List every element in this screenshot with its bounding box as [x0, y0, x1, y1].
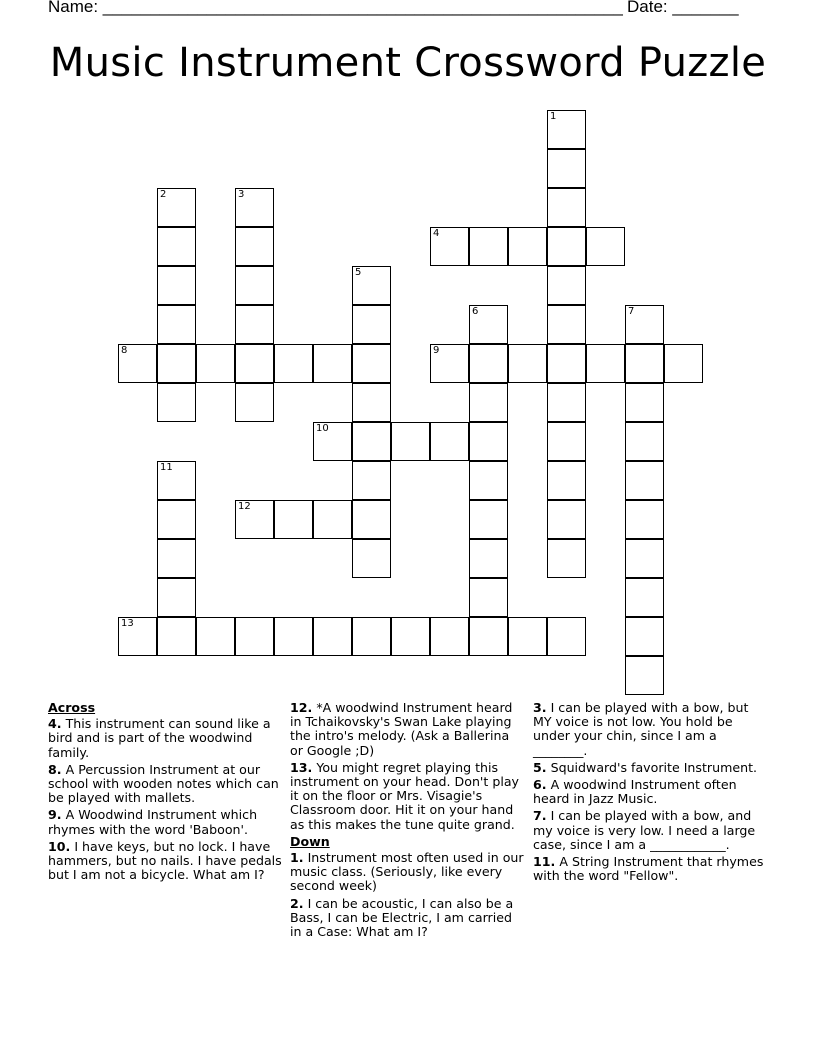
clue-number: 13 [121, 618, 134, 629]
grid-cell[interactable] [352, 266, 391, 305]
grid-cell[interactable] [313, 500, 352, 539]
grid-cell[interactable] [235, 227, 274, 266]
grid-cell[interactable] [430, 617, 469, 656]
grid-cell[interactable] [235, 266, 274, 305]
page-title: Music Instrument Crossword Puzzle [49, 40, 767, 86]
clues-column-3 [533, 701, 765, 886]
clue-across-13: 13. You might regret playing this instrument on your head. Don't play it on the floor or Mrs. Visagie's Classroom door. Hit it on your hand as this makes the tune quite grand. [290, 759, 519, 832]
clue-across-9: 9. A Woodwind Instrument which rhymes with the word 'Baboon'. [48, 807, 258, 837]
grid-cell[interactable] [469, 227, 508, 266]
grid-cell[interactable] [625, 383, 664, 422]
grid-cell[interactable] [547, 500, 586, 539]
grid-cell[interactable] [430, 422, 469, 461]
grid-cell[interactable] [157, 539, 196, 578]
name-label: Name: [48, 0, 99, 16]
grid-cell[interactable] [586, 227, 625, 266]
across-heading: Across [48, 700, 96, 715]
grid-cell[interactable] [313, 617, 352, 656]
grid-cell[interactable] [313, 422, 352, 461]
grid-cell[interactable] [430, 344, 469, 383]
clue-number: 12 [238, 501, 251, 512]
grid-cell[interactable] [547, 266, 586, 305]
grid-cell[interactable] [235, 617, 274, 656]
grid-cell[interactable] [469, 539, 508, 578]
clue-number: 10 [316, 423, 329, 434]
grid-cell[interactable] [274, 617, 313, 656]
grid-cell[interactable] [547, 227, 586, 266]
grid-cell[interactable] [547, 110, 586, 149]
grid-cell[interactable] [625, 656, 664, 695]
grid-cell[interactable] [469, 383, 508, 422]
clue-number: 11 [160, 462, 173, 473]
grid-cell[interactable] [469, 344, 508, 383]
clue-down-6: 6. A woodwind Instrument often heard in Jazz Music. [533, 777, 737, 807]
grid-cell[interactable] [196, 617, 235, 656]
grid-cell[interactable] [235, 344, 274, 383]
clue-down-11: 11. A String Instrument that rhymes with the word "Fellow". [533, 854, 764, 884]
grid-cell[interactable] [508, 617, 547, 656]
grid-cell[interactable] [625, 500, 664, 539]
grid-cell[interactable] [547, 305, 586, 344]
grid-cell[interactable] [547, 188, 586, 227]
grid-cell[interactable] [547, 422, 586, 461]
grid-cell[interactable] [157, 500, 196, 539]
grid-cell[interactable] [469, 500, 508, 539]
grid-cell[interactable] [352, 305, 391, 344]
clue-down-3: 3. I can be played with a bow, but MY voice is not low. You hold be under your chin, since I am a ________. [533, 700, 749, 758]
grid-cell[interactable] [625, 617, 664, 656]
grid-cell[interactable] [547, 149, 586, 188]
clues-column-1 [48, 701, 283, 885]
grid-cell[interactable] [625, 422, 664, 461]
grid-cell[interactable] [313, 344, 352, 383]
grid-cell[interactable] [118, 617, 157, 656]
grid-cell[interactable] [508, 227, 547, 266]
grid-cell[interactable] [547, 383, 586, 422]
clue-across-12: 12. *A woodwind Instrument heard in Tchaikovsky's Swan Lake playing the intro's melody. (Ask a Ballerina or Google ;D) [290, 700, 513, 758]
grid-cell[interactable] [508, 344, 547, 383]
grid-cell[interactable] [352, 461, 391, 500]
grid-cell[interactable] [586, 344, 625, 383]
grid-cell[interactable] [391, 422, 430, 461]
grid-cell[interactable] [469, 578, 508, 617]
grid-cell[interactable] [352, 539, 391, 578]
clue-number: 6 [472, 306, 479, 317]
grid-cell[interactable] [469, 305, 508, 344]
grid-cell[interactable] [469, 617, 508, 656]
clue-across-4: 4. This instrument can sound like a bird and is part of the woodwind family. [48, 716, 271, 760]
grid-cell[interactable] [430, 227, 469, 266]
grid-cell[interactable] [235, 383, 274, 422]
grid-cell[interactable] [157, 344, 196, 383]
down-heading: Down [290, 833, 330, 849]
grid-cell[interactable] [352, 617, 391, 656]
clue-number: 5 [355, 267, 362, 278]
clue-across-8: 8. A Percussion Instrument at our school with wooden notes which can be played with mallets. [48, 761, 279, 806]
grid-cell[interactable] [235, 305, 274, 344]
grid-cell[interactable] [157, 461, 196, 500]
grid-cell[interactable] [274, 344, 313, 383]
grid-cell[interactable] [625, 461, 664, 500]
clue-number: 8 [121, 345, 128, 356]
grid-cell[interactable] [157, 578, 196, 617]
grid-cell[interactable] [352, 344, 391, 383]
clue-number: 9 [433, 345, 440, 356]
date-blank[interactable]: _______ [667, 0, 739, 16]
grid-cell[interactable] [157, 617, 196, 656]
grid-cell[interactable] [469, 422, 508, 461]
grid-cell[interactable] [625, 578, 664, 617]
grid-cell[interactable] [352, 383, 391, 422]
grid-cell[interactable] [625, 305, 664, 344]
grid-cell[interactable] [547, 539, 586, 578]
date-label: Date: [627, 0, 668, 16]
grid-cell[interactable] [625, 539, 664, 578]
name-blank[interactable]: _______________________________________________________ [98, 0, 623, 16]
clue-across-10: 10. I have keys, but no lock. I have hammers, but no nails. I have pedals but I am not a bicycle. What am I? [48, 838, 282, 883]
grid-cell[interactable] [352, 422, 391, 461]
grid-cell[interactable] [235, 188, 274, 227]
grid-cell[interactable] [157, 383, 196, 422]
grid-cell[interactable] [547, 617, 586, 656]
clues-column-2 [290, 701, 526, 942]
clue-number: 1 [550, 111, 557, 122]
clue-down-1: 1. Instrument most often used in our music class. (Seriously, like every second week) [290, 850, 524, 894]
grid-cell[interactable] [118, 344, 157, 383]
clue-down-2: 2. I can be acoustic, I can also be a Bass, I can be Electric, I am carried in a Case: What am I? [290, 895, 514, 940]
grid-cell[interactable] [664, 344, 703, 383]
clue-number: 4 [433, 228, 440, 239]
grid-cell[interactable] [547, 344, 586, 383]
grid-cell[interactable] [157, 305, 196, 344]
grid-cell[interactable] [157, 227, 196, 266]
clue-number: 2 [160, 189, 167, 200]
grid-cell[interactable] [391, 617, 430, 656]
grid-cell[interactable] [625, 344, 664, 383]
grid-cell[interactable] [157, 188, 196, 227]
grid-cell[interactable] [547, 461, 586, 500]
clue-down-7: 7. I can be played with a bow, and my voice is very low. I need a large case, since I am a ____________. [533, 808, 756, 852]
clue-down-5: 5. Squidward's favorite Instrument. [533, 759, 758, 775]
clue-number: 3 [238, 189, 245, 200]
grid-cell[interactable] [157, 266, 196, 305]
grid-cell[interactable] [352, 500, 391, 539]
grid-cell[interactable] [196, 344, 235, 383]
grid-cell[interactable] [235, 500, 274, 539]
grid-cell[interactable] [469, 461, 508, 500]
clue-number: 7 [628, 306, 635, 317]
grid-cell[interactable] [274, 500, 313, 539]
